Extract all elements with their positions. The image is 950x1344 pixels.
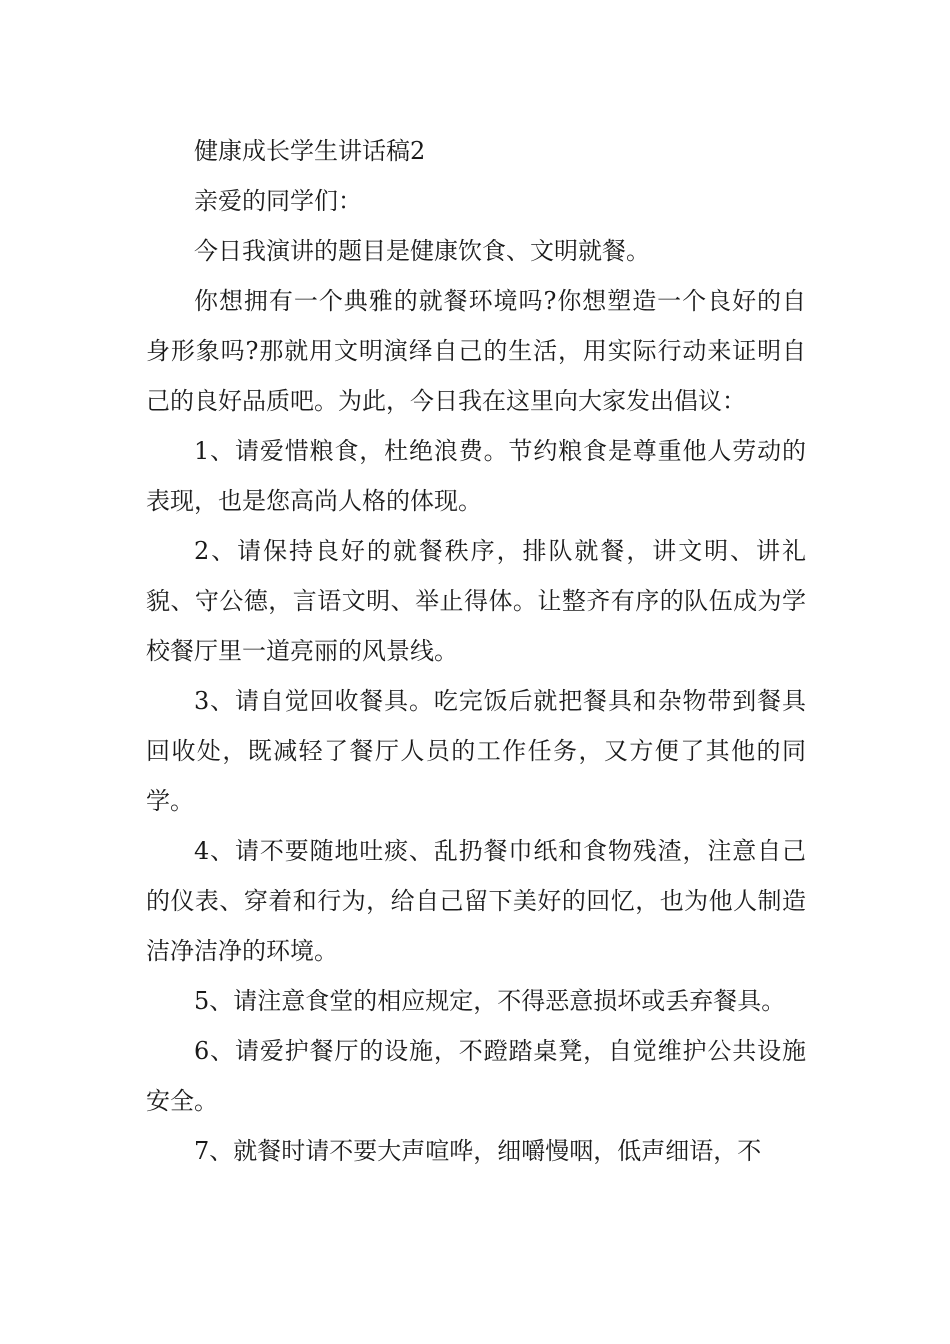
paragraph-item-1: 1、请爱惜粮食，杜绝浪费。节约粮食是尊重他人劳动的表现，也是您高尚人格的体现。 bbox=[146, 437, 806, 515]
document-title: 健康成长学生讲话稿2 bbox=[194, 137, 426, 165]
paragraph-item-6: 6、请爱护餐厅的设施，不蹬踏桌凳，自觉维护公共设施安全。 bbox=[146, 1037, 806, 1115]
paragraph-item-5: 5、请注意食堂的相应规定，不得恶意损坏或丢弃餐具。 bbox=[194, 987, 786, 1015]
paragraph-item-7: 7、就餐时请不要大声喧哗，细嚼慢咽，低声细语，不 bbox=[194, 1137, 762, 1165]
greeting-line: 亲爱的同学们： bbox=[194, 187, 362, 215]
paragraph-intro: 今日我演讲的题目是健康饮食、文明就餐。 bbox=[194, 237, 650, 265]
paragraph-item-2: 2、请保持良好的就餐秩序，排队就餐，讲文明、讲礼貌、守公德，言语文明、举止得体。让整齐有序的队伍成为学校餐厅里一道亮丽的风景线。 bbox=[146, 537, 806, 665]
paragraph-item-4: 4、请不要随地吐痰、乱扔餐巾纸和食物残渣，注意自己的仪表、穿着和行为，给自己留下美好的回忆，也为他人制造洁净洁净的环境。 bbox=[146, 837, 806, 965]
paragraph-item-3: 3、请自觉回收餐具。吃完饭后就把餐具和杂物带到餐具回收处，既减轻了餐厅人员的工作任务，又方便了其他的同学。 bbox=[146, 687, 806, 815]
document-body bbox=[146, 126, 806, 1176]
paragraph-proposal: 你想拥有一个典雅的就餐环境吗?你想塑造一个良好的自身形象吗?那就用文明演绎自己的生活，用实际行动来证明自己的良好品质吧。为此，今日我在这里向大家发出倡议： bbox=[146, 287, 806, 415]
